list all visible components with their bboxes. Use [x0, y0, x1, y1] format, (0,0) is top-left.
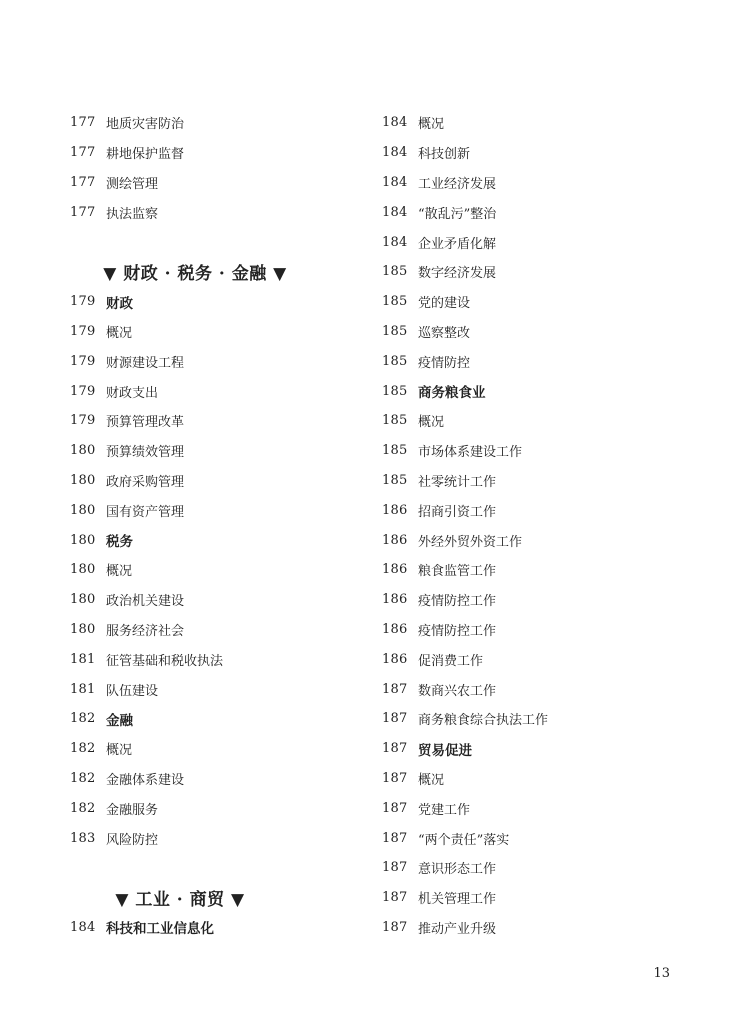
entry-page: 184	[382, 115, 408, 131]
entry-page: 180	[70, 472, 96, 488]
entry-title: 概况	[418, 117, 445, 133]
entry-page: 179	[70, 353, 96, 369]
entry-page: 187	[382, 860, 408, 876]
toc-entry	[382, 287, 722, 317]
section-heading-industry: ▼ 工业 · 商贸 ▼	[115, 890, 245, 911]
entry-title: 政府采购管理	[106, 474, 185, 490]
entry-title: 商务粮食综合执法工作	[418, 713, 549, 729]
entry-title: 招商引资工作	[418, 504, 497, 520]
entry-page: 182	[70, 741, 96, 757]
entry-page: 181	[70, 651, 96, 667]
entry-title: 数字经济发展	[418, 266, 497, 282]
toc-entry	[382, 793, 722, 823]
entry-title: 贸易促进	[418, 742, 472, 759]
entry-page: 177	[70, 145, 96, 161]
entry-page: 179	[70, 294, 96, 310]
toc-entry	[382, 227, 722, 257]
entry-page: 187	[382, 890, 408, 906]
entry-page: 184	[382, 174, 408, 190]
toc-entry	[70, 436, 360, 466]
entry-title: 服务经济社会	[106, 623, 185, 639]
toc-entry	[382, 346, 722, 376]
entry-title: 执法监察	[106, 206, 159, 222]
toc-category	[70, 287, 360, 317]
entry-page: 187	[382, 681, 408, 697]
entry-title: 风险防控	[106, 832, 159, 848]
entry-title: 征管基础和税收执法	[106, 653, 224, 669]
toc-entry	[382, 644, 722, 674]
entry-page: 185	[382, 413, 408, 429]
toc-right-column	[382, 108, 722, 942]
entry-title: 财源建设工程	[106, 355, 185, 371]
toc-entry	[70, 585, 360, 615]
entry-title: 耕地保护监督	[106, 147, 185, 163]
entry-page: 181	[70, 681, 96, 697]
toc-entry	[382, 466, 722, 496]
entry-title: 党的建设	[418, 296, 471, 312]
entry-page: 179	[70, 413, 96, 429]
toc-entry	[382, 883, 722, 913]
toc-entry	[382, 168, 722, 198]
entry-title: “散乱污”整治	[418, 206, 497, 222]
entry-page: 179	[70, 383, 96, 399]
entry-title: 社零统计工作	[418, 474, 497, 490]
entry-page: 184	[382, 234, 408, 250]
entry-title: 意识形态工作	[418, 862, 497, 878]
entry-title: 预算绩效管理	[106, 445, 185, 461]
entry-page: 187	[382, 919, 408, 935]
entry-title: 金融体系建设	[106, 772, 185, 788]
entry-page: 185	[382, 443, 408, 459]
toc-entry	[70, 793, 360, 823]
spacer	[70, 227, 360, 257]
entry-title: 推动产业升级	[418, 921, 497, 937]
entry-title: 巡察整改	[418, 325, 471, 341]
entry-page: 186	[382, 532, 408, 548]
entry-title: 党建工作	[418, 802, 471, 818]
entry-title: 促消费工作	[418, 653, 484, 669]
toc-entry	[382, 406, 722, 436]
entry-title: 科技和工业信息化	[106, 921, 214, 938]
entry-page: 185	[382, 472, 408, 488]
toc-entry	[382, 913, 722, 943]
entry-page: 186	[382, 562, 408, 578]
entry-page: 184	[382, 145, 408, 161]
entry-page: 185	[382, 383, 408, 399]
entry-title: 概况	[418, 415, 445, 431]
entry-page: 180	[70, 621, 96, 637]
entry-page: 185	[382, 323, 408, 339]
entry-page: 180	[70, 502, 96, 518]
entry-title: 概况	[418, 772, 445, 788]
entry-title: 税务	[106, 534, 133, 551]
toc-category	[70, 913, 360, 943]
toc-entry	[70, 138, 360, 168]
entry-title: “两个责任”落实	[418, 832, 510, 848]
toc-entry	[70, 466, 360, 496]
toc-entry	[70, 764, 360, 794]
entry-title: 外经外贸外资工作	[418, 534, 523, 550]
entry-page: 186	[382, 621, 408, 637]
toc-entry	[382, 525, 722, 555]
toc-category	[70, 704, 360, 734]
toc-entry	[382, 257, 722, 287]
entry-title: 疫情防控工作	[418, 623, 497, 639]
toc-entry	[382, 436, 722, 466]
entry-title: 工业经济发展	[418, 176, 497, 192]
entry-title: 财政	[106, 295, 133, 312]
entry-title: 概况	[106, 743, 133, 759]
entry-title: 疫情防控工作	[418, 594, 497, 610]
entry-page: 184	[70, 919, 96, 935]
toc-entry	[70, 734, 360, 764]
toc-entry	[70, 376, 360, 406]
toc-entry	[70, 555, 360, 585]
toc-entry	[70, 197, 360, 227]
entry-title: 金融服务	[106, 802, 159, 818]
entry-title: 粮食监管工作	[418, 564, 497, 580]
toc-entry	[382, 138, 722, 168]
entry-title: 金融	[106, 712, 133, 729]
entry-title: 机关管理工作	[418, 892, 497, 908]
toc-entry	[382, 674, 722, 704]
entry-title: 企业矛盾化解	[418, 236, 497, 252]
entry-page: 186	[382, 651, 408, 667]
entry-title: 队伍建设	[106, 683, 159, 699]
toc-left-column	[70, 108, 360, 942]
toc-entry	[382, 495, 722, 525]
entry-title: 财政支出	[106, 385, 159, 401]
toc-entry	[382, 555, 722, 585]
entry-page: 187	[382, 830, 408, 846]
entry-page: 185	[382, 264, 408, 280]
toc-category	[382, 734, 722, 764]
toc-entry	[382, 197, 722, 227]
entry-title: 疫情防控	[418, 355, 471, 371]
toc-entry	[70, 346, 360, 376]
entry-page: 182	[70, 800, 96, 816]
entry-title: 政治机关建设	[106, 594, 185, 610]
page-number: 13	[653, 966, 670, 981]
entry-title: 地质灾害防治	[106, 117, 185, 133]
entry-title: 概况	[106, 325, 133, 341]
entry-page: 182	[70, 711, 96, 727]
toc-entry	[70, 644, 360, 674]
entry-page: 187	[382, 770, 408, 786]
entry-page: 180	[70, 562, 96, 578]
entry-page: 177	[70, 204, 96, 220]
toc-entry	[382, 853, 722, 883]
toc-entry	[382, 615, 722, 645]
toc-entry	[382, 585, 722, 615]
toc-entry	[70, 168, 360, 198]
entry-page: 184	[382, 204, 408, 220]
toc-category	[382, 376, 722, 406]
toc-entry	[70, 495, 360, 525]
toc-entry	[382, 108, 722, 138]
toc-entry	[70, 317, 360, 347]
entry-page: 186	[382, 502, 408, 518]
entry-page: 180	[70, 443, 96, 459]
entry-page: 185	[382, 294, 408, 310]
entry-title: 数商兴农工作	[418, 683, 497, 699]
entry-page: 187	[382, 800, 408, 816]
entry-page: 182	[70, 770, 96, 786]
entry-page: 187	[382, 741, 408, 757]
entry-page: 186	[382, 592, 408, 608]
entry-page: 180	[70, 532, 96, 548]
toc-entry	[70, 823, 360, 853]
entry-title: 市场体系建设工作	[418, 445, 523, 461]
toc-category	[70, 525, 360, 555]
entry-page: 187	[382, 711, 408, 727]
entry-title: 国有资产管理	[106, 504, 185, 520]
entry-title: 测绘管理	[106, 176, 159, 192]
entry-title: 概况	[106, 564, 133, 580]
toc-entry	[382, 823, 722, 853]
entry-page: 183	[70, 830, 96, 846]
toc-entry	[70, 108, 360, 138]
entry-title: 商务粮食业	[418, 385, 486, 402]
spacer	[70, 853, 360, 883]
toc-entry	[70, 615, 360, 645]
toc-entry	[382, 764, 722, 794]
section-heading-finance: ▼ 财政 · 税务 · 金融 ▼	[103, 264, 287, 285]
entry-title: 科技创新	[418, 147, 471, 163]
toc-entry	[382, 704, 722, 734]
toc-entry	[70, 406, 360, 436]
entry-page: 179	[70, 323, 96, 339]
entry-page: 177	[70, 115, 96, 131]
entry-page: 185	[382, 353, 408, 369]
toc-entry	[382, 317, 722, 347]
entry-page: 177	[70, 174, 96, 190]
entry-title: 预算管理改革	[106, 415, 185, 431]
toc-entry	[70, 674, 360, 704]
entry-page: 180	[70, 592, 96, 608]
